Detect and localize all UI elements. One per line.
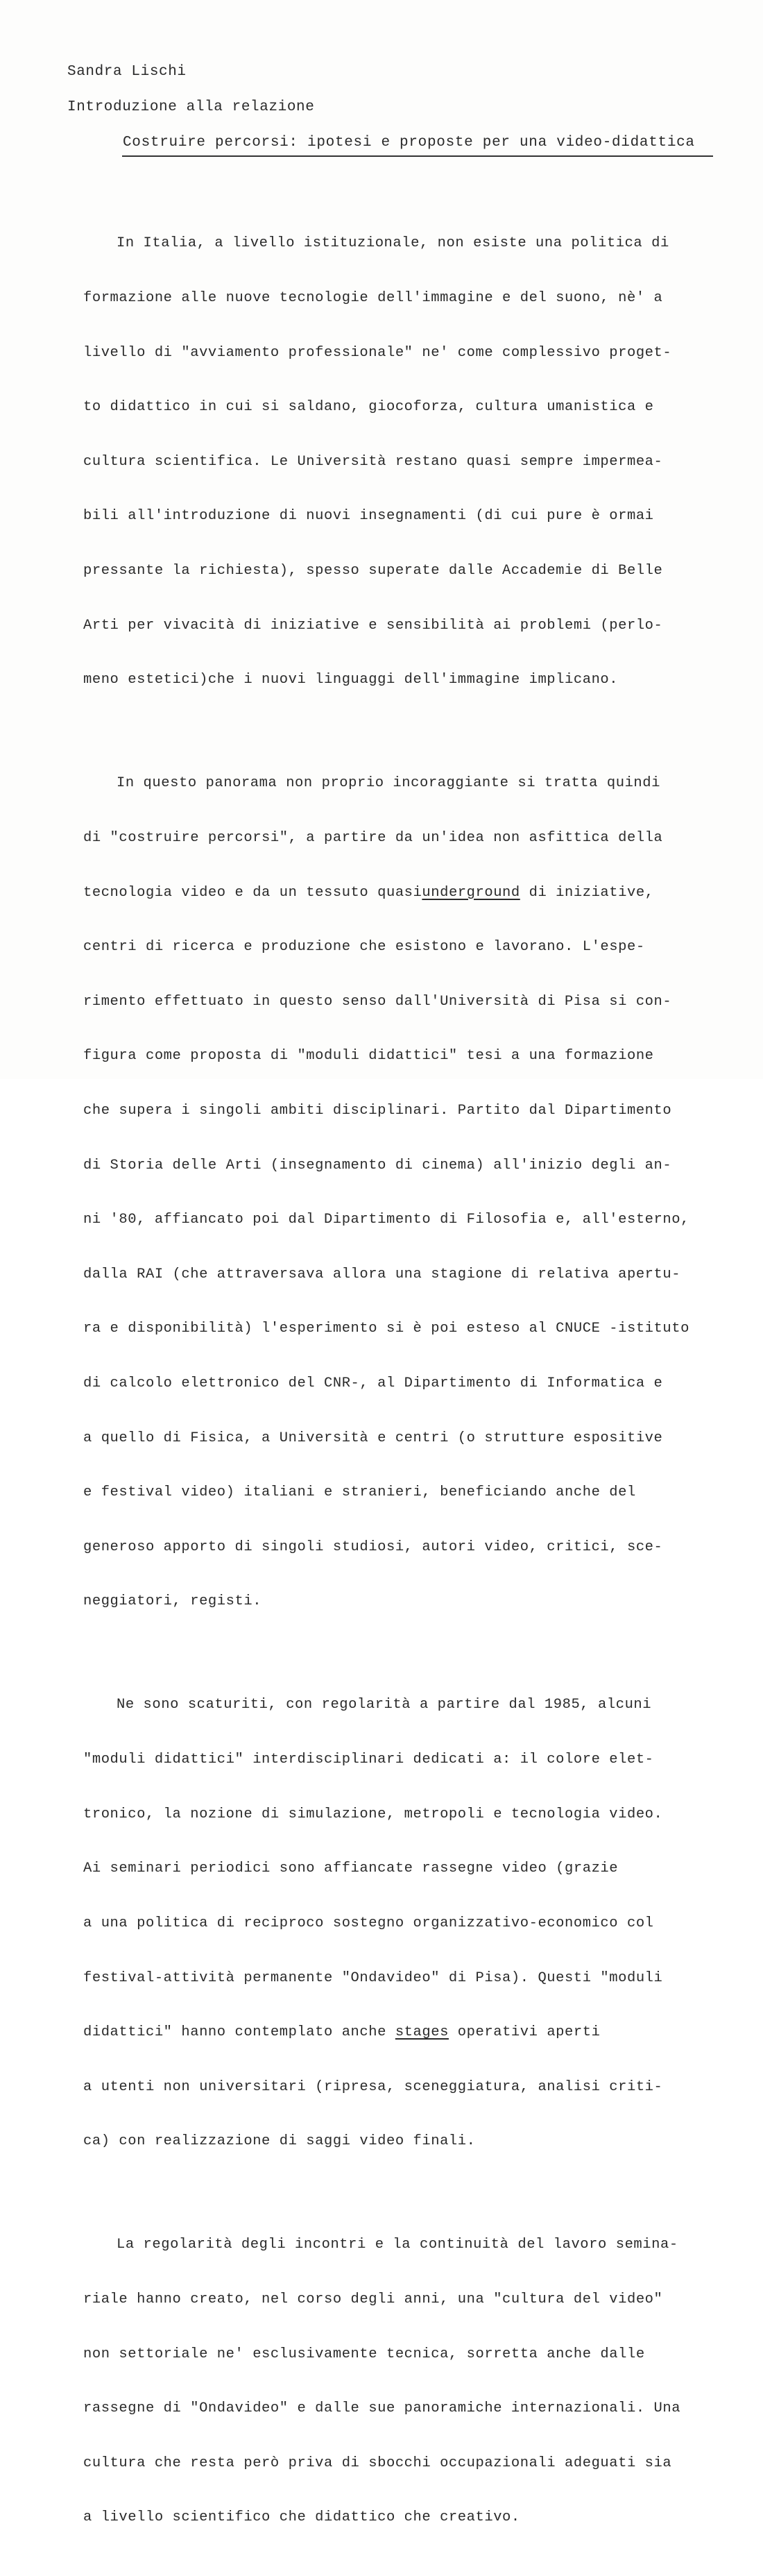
author-name: Sandra Lischi: [67, 64, 187, 80]
underlined-word: underground: [422, 884, 520, 901]
text-line: tronico, la nozione di simulazione, metropoli e tecnologia video.: [83, 1806, 663, 1822]
text-line: pressante la richiesta), spesso superate dalle Accademie di Belle: [83, 563, 663, 579]
text-line: cultura che resta però priva di sbocchi occupazionali adeguati sia: [83, 2455, 672, 2471]
text-line: e festival video) italiani e stranieri, beneficiando anche del: [83, 1484, 636, 1501]
text-line: [50, 2024, 716, 2042]
text-line: a quello di Fisica, a Università e centri (o strutture espositive: [83, 1430, 663, 1446]
text-segment: tecnologia video e da un tessuto quasi: [83, 884, 422, 901]
text-line: La regolarità degli incontri e la continuità del lavoro semina-: [117, 2237, 678, 2253]
text-segment: operativi aperti: [448, 2024, 601, 2041]
text-line: meno estetici)che i nuovi linguaggi dell'immagine implicano.: [83, 672, 619, 688]
text-line: cultura scientifica. Le Università restano quasi sempre impermea-: [83, 453, 663, 470]
text-line: to didattico in cui si saldano, giocoforza, cultura umanistica e: [83, 399, 654, 416]
text-line: non settoriale ne' esclusivamente tecnica, sorretta anche dalle: [83, 2346, 645, 2362]
text-line: Ne sono scaturiti, con regolarità a partire dal 1985, alcuni: [117, 1697, 652, 1713]
text-segment: di iniziative,: [520, 884, 654, 901]
text-line: di calcolo elettronico del CNR-, al Dipartimento di Informatica e: [83, 1375, 663, 1391]
paragraph-2: [50, 738, 716, 1647]
text-line: [50, 884, 716, 902]
text-segment: didattici" hanno contemplato anche: [83, 2024, 386, 2041]
text-line: a utenti non universitari (ripresa, sceneggiatura, analisi criti-: [83, 2078, 663, 2095]
text-line: a una politica di reciproco sostegno organizzativo-economico col: [83, 1915, 654, 1931]
text-line: a livello scientifico che didattico che creativo.: [83, 2509, 520, 2526]
text-line: bili all'introduzione di nuovi insegnamenti (di cui pure è ormai: [83, 508, 654, 525]
text-line: festival-attività permanente "Ondavideo" di Pisa). Questi "moduli: [83, 1969, 663, 1986]
text-line: rimento effettuato in questo senso dall'Università di Pisa si con-: [83, 993, 672, 1010]
text-line: che supera i singoli ambiti disciplinari. Partito dal Dipartimento: [83, 1102, 672, 1119]
text-line: figura come proposta di "moduli didattici" tesi a una formazione: [83, 1048, 654, 1065]
body-text: [50, 198, 716, 2576]
text-line: rassegne di "Ondavideo" e dalle sue panoramiche internazionali. Una: [83, 2400, 681, 2417]
paragraph-4: [50, 2200, 716, 2564]
text-line: Arti per vivacità di iniziative e sensibilità ai problemi (perlo-: [83, 617, 663, 634]
text-line: In Italia, a livello istituzionale, non esiste una politica di: [117, 235, 669, 252]
text-line: formazione alle nuove tecnologie dell'immagine e del suono, nè' a: [83, 290, 663, 307]
text-line: ni '80, affiancato poi dal Dipartimento di Filosofia e, all'esterno,: [83, 1212, 689, 1228]
text-line: riale hanno creato, nel corso degli anni, una "cultura del video": [83, 2291, 663, 2307]
title-underline: [122, 155, 713, 157]
text-line: di Storia delle Arti (insegnamento di cinema) all'inizio degli an-: [83, 1157, 672, 1173]
text-line: Ai seminari periodici sono affiancate rassegne video (grazie: [83, 1861, 619, 1877]
text-line: dalla RAI (che attraversava allora una stagione di relativa apertu-: [83, 1266, 681, 1282]
text-line: ra e disponibilità) l'esperimento si è poi esteso al CNUCE -istituto: [83, 1321, 689, 1337]
paragraph-3: [50, 1660, 716, 2187]
text-line: In questo panorama non proprio incoraggiante si tratta quindi: [117, 775, 660, 792]
text-line: generoso apporto di singoli studiosi, autori video, critici, sce-: [83, 1539, 663, 1555]
text-line: centri di ricerca e produzione che esistono e lavorano. L'espe-: [83, 939, 645, 956]
text-line: ca) con realizzazione di saggi video finali.: [83, 2133, 476, 2150]
underlined-word: stages: [395, 2024, 449, 2041]
section-label: Introduzione alla relazione: [67, 99, 315, 115]
paragraph-1: [50, 198, 716, 726]
text-line: neggiatori, registi.: [83, 1593, 262, 1610]
text-line: di "costruire percorsi", a partire da un'idea non asfittica della: [83, 829, 663, 846]
text-line: livello di "avviamento professionale" ne' come complessivo proget-: [83, 344, 672, 361]
document-title: Costruire percorsi: ipotesi e proposte per una video-didattica: [123, 135, 695, 151]
text-line: "moduli didattici" interdisciplinari dedicati a: il colore elet-: [83, 1752, 654, 1768]
